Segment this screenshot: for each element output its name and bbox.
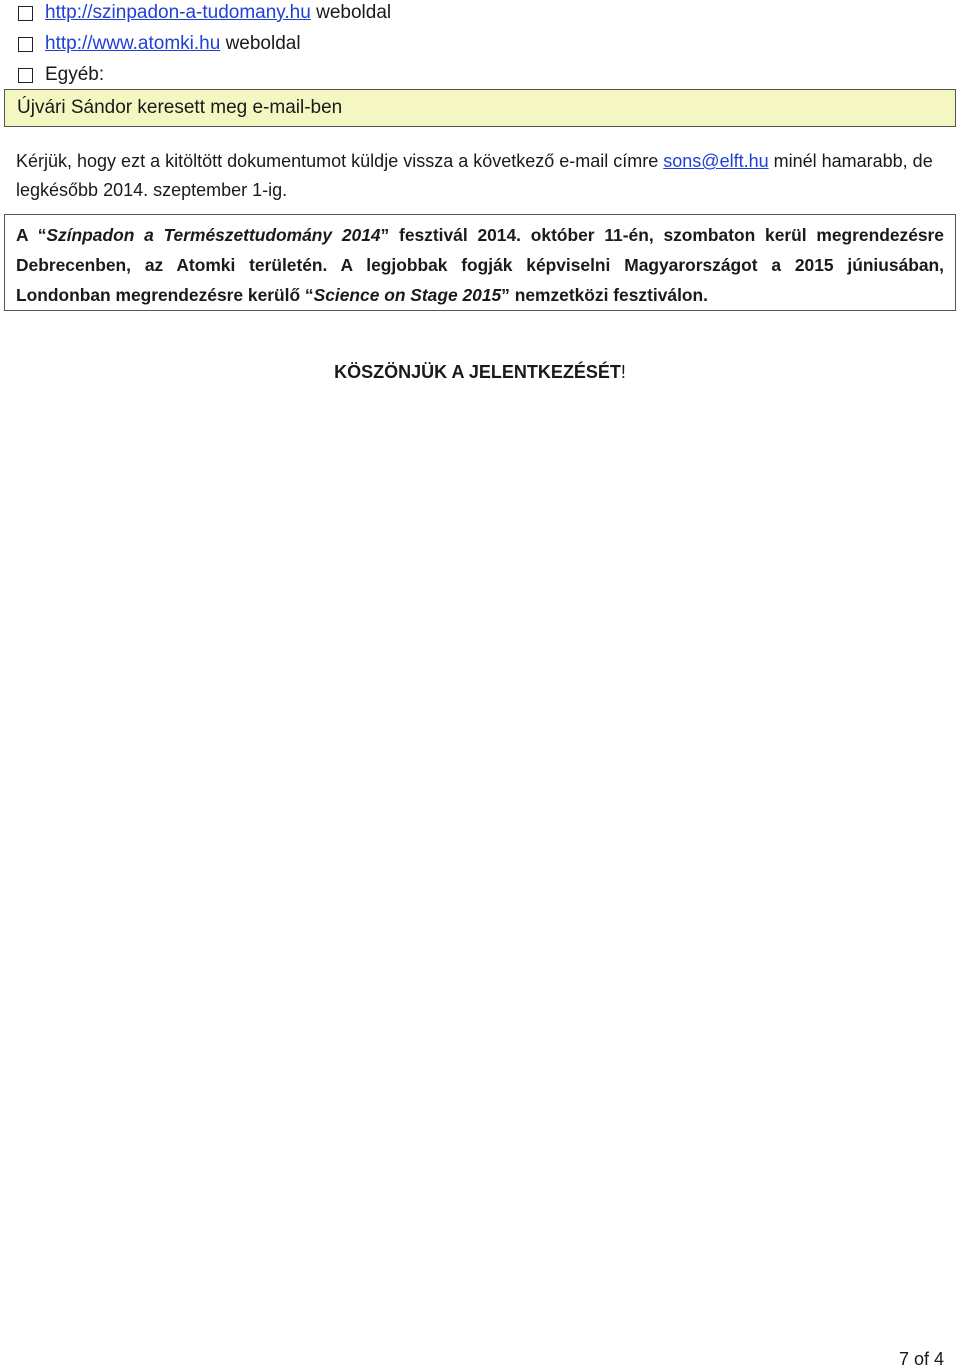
option-other[interactable] bbox=[18, 62, 104, 88]
answer-text: Újvári Sándor keresett meg e-mail-ben bbox=[17, 97, 343, 118]
checkbox[interactable] bbox=[18, 37, 33, 52]
email-link[interactable]: sons@elft.hu bbox=[663, 151, 769, 171]
answer-field[interactable] bbox=[4, 89, 956, 127]
option-atomki-website[interactable] bbox=[18, 31, 301, 57]
option-suffix: weboldal bbox=[310, 2, 392, 23]
atomki-link[interactable]: http://www.atomki.hu bbox=[45, 33, 221, 54]
option-other-label: Egyéb: bbox=[45, 64, 105, 85]
festival-info-box: A “Színpadon a Természettudomány 2014” fesztivál 2014. október 11-én, szombaton kerül megrendezésre Debrecenben, az Atomki területén. A legjobbak fogják képviselni Magyarországot a 2015 júniusában, Londonban megrendezésre kerülő “Science on Stage 2015” nemzetközi fesztiválon. bbox=[4, 214, 956, 311]
szinpadon-link[interactable]: http://szinpadon-a-tudomany.hu bbox=[45, 2, 311, 23]
option-suffix: weboldal bbox=[220, 33, 301, 54]
page-number: 7 of 4 bbox=[898, 1349, 944, 1369]
option-szinpadon-website[interactable] bbox=[18, 0, 391, 26]
thanks-heading: KÖSZÖNJÜK A JELENTKEZÉSÉT! bbox=[334, 362, 626, 382]
checkbox[interactable] bbox=[18, 6, 33, 21]
return-request-text: Kérjük, hogy ezt a kitöltött dokumentumot küldje vissza a következő e-mail címre sons@elft.hu minél hamarabb, de legkésőbb 2014. szeptember 1-ig. bbox=[16, 151, 933, 200]
festival-name: Színpadon a Természettudomány 2014 bbox=[46, 225, 381, 245]
science-on-stage-name: Science on Stage 2015 bbox=[313, 285, 502, 305]
checkbox[interactable] bbox=[18, 68, 33, 83]
